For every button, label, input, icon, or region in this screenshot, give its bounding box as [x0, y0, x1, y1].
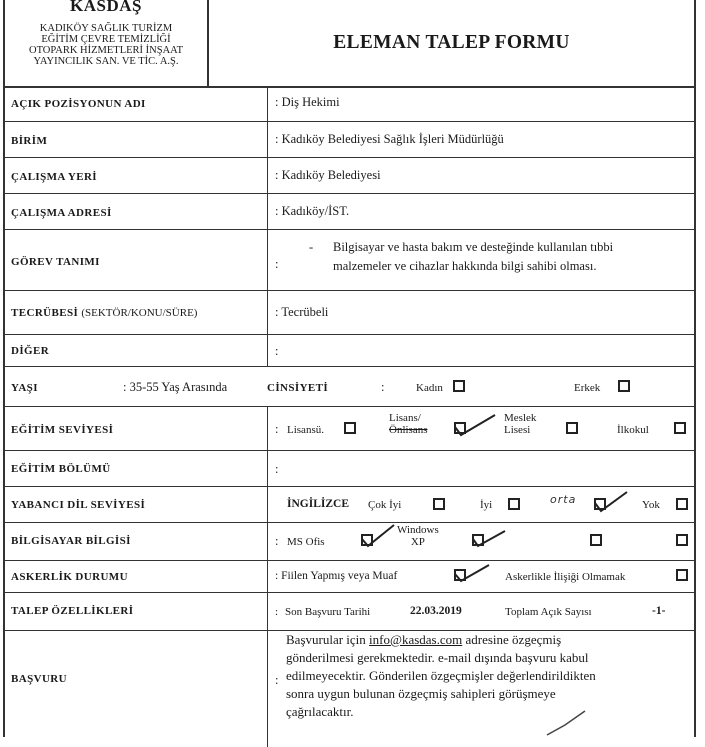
application-line-5: çağrılacaktır.: [286, 704, 354, 719]
duty-line-2: malzemeler ve cihazlar hakkında bilgi sahibi olması.: [333, 259, 597, 273]
application-line-3: edilmeyecektir. Gönderilen özgeçmişler değerlendirildikten: [286, 668, 596, 683]
application-colon: :: [275, 673, 279, 687]
military-none-label: Askerlikle İlişiği Olmamak: [505, 571, 626, 583]
open-count-label: Toplam Açık Sayısı: [505, 606, 592, 618]
vocational-checkbox[interactable]: [566, 422, 578, 434]
bachelor-checkbox[interactable]: [454, 422, 466, 434]
windows-label: [397, 524, 439, 548]
deadline-label: Son Başvuru Tarihi: [285, 606, 371, 618]
request-form: [3, 0, 696, 737]
age-value: : 35-55 Yaş Arasında: [123, 380, 228, 394]
medium-checkbox[interactable]: [594, 498, 606, 510]
row-department: [5, 451, 694, 487]
email-link[interactable]: info@kasdas.com: [369, 632, 463, 647]
row-military: [5, 561, 694, 593]
gender-label: CİNSİYETİ: [267, 382, 329, 394]
position-value: : Diş Hekimi: [275, 95, 340, 109]
position-label: AÇIK POZİSYONUN ADI: [11, 98, 146, 110]
company-line-3: OTOPARK HİZMETLERİ İNŞAAT: [28, 45, 183, 56]
application-text: [286, 631, 596, 721]
female-checkbox[interactable]: [453, 380, 465, 392]
row-experience: [5, 291, 694, 335]
application-line-1-post: adresine özgeçmiş: [462, 632, 562, 647]
education-label: EĞİTİM SEVİYESİ: [11, 424, 114, 436]
other-label: DİĞER: [11, 345, 50, 357]
gender-colon: :: [381, 380, 385, 394]
department-label: EĞİTİM BÖLÜMÜ: [11, 463, 111, 475]
workplace-label: ÇALIŞMA YERİ: [11, 171, 97, 183]
language-label: YABANCI DİL SEVİYESİ: [11, 499, 146, 511]
age-label: YAŞI: [11, 382, 38, 394]
application-line-4: sonra uygun bulunan özgeçmiş sahipleri görüşmeye: [286, 686, 556, 701]
column-divider: [267, 487, 268, 522]
application-line-1: [286, 631, 596, 649]
unit-label: BİRİM: [11, 135, 48, 147]
good-label: İyi: [480, 499, 493, 511]
experience-sublabel: (SEKTÖR/KONU/SÜRE): [81, 307, 198, 319]
male-checkbox[interactable]: [618, 380, 630, 392]
education-colon: :: [275, 422, 279, 436]
duty-dash: -: [309, 240, 314, 254]
very-good-label: Çok İyi: [368, 499, 402, 511]
request-label: TALEP ÖZELLİKLERİ: [11, 605, 134, 617]
unit-value: : Kadıköy Belediyesi Sağlık İşleri Müdürlüğü: [275, 132, 504, 146]
row-unit: [5, 122, 694, 158]
row-computer: [5, 523, 694, 561]
row-position: [5, 86, 694, 122]
address-label: ÇALIŞMA ADRESİ: [11, 207, 112, 219]
column-divider: [267, 561, 268, 592]
male-label: Erkek: [574, 382, 601, 394]
application-line-2: gönderilmesi gerekmektedir. e-mail dışında başvuru kabul: [286, 650, 589, 665]
row-duty: [5, 230, 694, 291]
column-divider: [267, 593, 268, 630]
vocational-line-1: Meslek: [504, 412, 537, 424]
open-count-value: -1-: [652, 605, 666, 617]
windows-line-2: XP: [410, 536, 425, 548]
address-value: : Kadıköy/İST.: [275, 204, 350, 218]
military-label: ASKERLİK DURUMU: [11, 571, 128, 583]
column-divider: [267, 335, 268, 366]
vocational-line-2: Lisesi: [504, 424, 531, 436]
postgrad-label: Lisansü.: [287, 424, 324, 436]
column-divider: [267, 451, 268, 486]
company-name: KASDAŞ: [70, 0, 142, 15]
company-line-1: KADIKÖY SAĞLIK TURİZM: [39, 23, 173, 34]
primary-label: İlkokul: [617, 424, 649, 436]
language-name: İNGİLİZCE: [287, 498, 349, 510]
column-divider: [267, 230, 268, 290]
windows-line-1: Windows: [397, 524, 439, 536]
ms-office-label: MS Ofis: [287, 536, 325, 548]
ms-office-checkbox[interactable]: [361, 534, 373, 546]
request-colon: :: [275, 606, 279, 618]
column-divider: [267, 122, 268, 157]
none-checkbox[interactable]: [676, 498, 688, 510]
row-request: [5, 593, 694, 631]
form-header: [5, 0, 694, 88]
application-label: BAŞVURU: [11, 673, 67, 685]
military-none-checkbox[interactable]: [676, 569, 688, 581]
row-address: [5, 194, 694, 230]
postgrad-checkbox[interactable]: [344, 422, 356, 434]
duty-label: GÖREV TANIMI: [11, 256, 100, 268]
company-line-2: EĞİTİM ÇEVRE TEMİZLİĞİ: [41, 34, 171, 45]
column-divider: [267, 86, 268, 121]
experience-label-group: [11, 307, 197, 319]
workplace-value: : Kadıköy Belediyesi: [275, 168, 381, 182]
experience-value: : Tecrübeli: [275, 305, 329, 319]
row-language: [5, 487, 694, 523]
duty-line-1: Bilgisayar ve hasta bakım ve desteğinde kullanılan tıbbi: [333, 240, 614, 254]
row-other: [5, 335, 694, 367]
computer-colon: :: [275, 534, 279, 548]
column-divider: [267, 407, 268, 450]
deadline-value: 22.03.2019: [410, 605, 462, 617]
row-age-gender: [5, 367, 694, 407]
female-label: Kadın: [416, 382, 443, 394]
column-divider: [267, 291, 268, 334]
column-divider: [267, 523, 268, 560]
form-title: ELEMAN TALEP FORMU: [333, 32, 570, 53]
very-good-checkbox[interactable]: [433, 498, 445, 510]
company-block: [5, 0, 209, 86]
good-checkbox[interactable]: [508, 498, 520, 510]
military-done-checkbox[interactable]: [454, 569, 466, 581]
handwritten-note: orta: [550, 493, 577, 506]
column-divider: [267, 631, 268, 747]
row-education: [5, 407, 694, 451]
application-line-1-pre: Başvurular için: [286, 632, 370, 647]
column-divider: [267, 194, 268, 229]
primary-checkbox[interactable]: [674, 422, 686, 434]
other-value: :: [275, 344, 279, 358]
department-value: :: [275, 462, 279, 476]
bachelor-label: [389, 412, 428, 436]
experience-label: TECRÜBESİ: [11, 307, 79, 319]
none-label: Yok: [642, 499, 660, 511]
bachelor-line-1: Lisans/: [389, 412, 421, 424]
computer-label: BİLGİSAYAR BİLGİSİ: [11, 535, 131, 547]
row-application: [5, 631, 694, 737]
military-value: : Fiilen Yapmış veya Muaf: [275, 570, 398, 582]
windows-checkbox[interactable]: [472, 534, 484, 546]
row-workplace: [5, 158, 694, 194]
extra-checkbox-1[interactable]: [590, 534, 602, 546]
column-divider: [267, 158, 268, 193]
duty-colon: :: [275, 257, 279, 271]
extra-checkbox-2[interactable]: [676, 534, 688, 546]
bachelor-line-2: Önlisans: [389, 424, 428, 436]
company-line-4: YAYINCILIK SAN. VE TİC. A.Ş.: [33, 56, 179, 67]
vocational-label: [504, 412, 536, 436]
